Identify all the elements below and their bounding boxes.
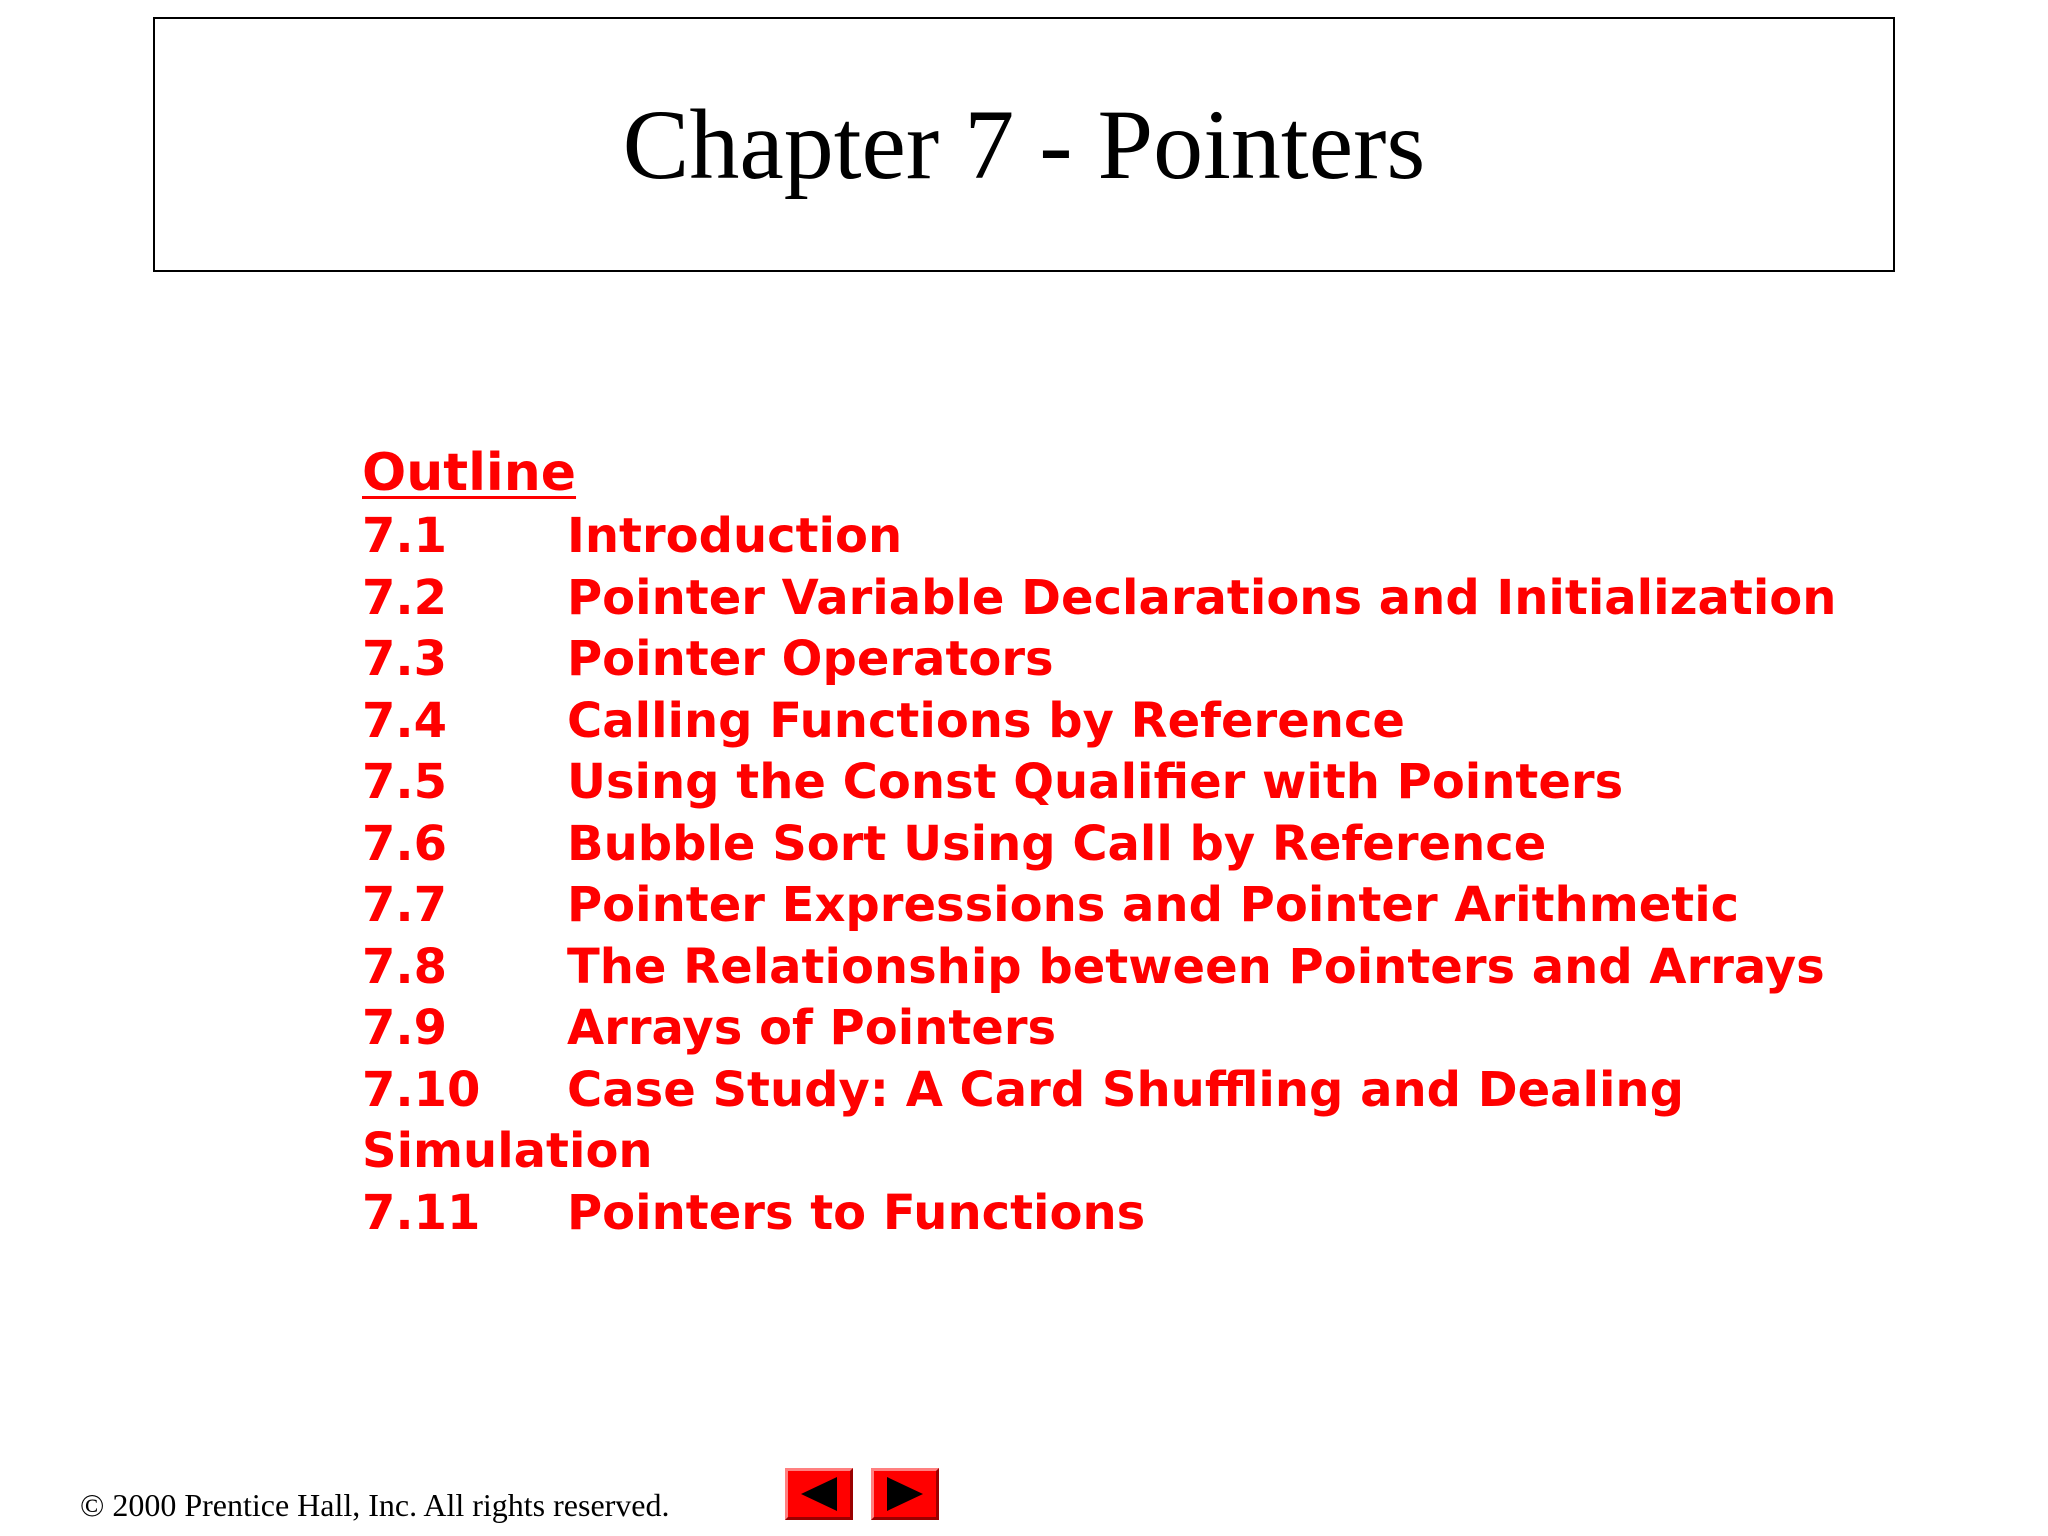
section-title: Case Study: A Card Shuffling and Dealing [567,1061,1684,1118]
section-number: 7.3 [362,631,448,687]
section-title: Calling Functions by Reference [567,692,1405,749]
section-number: 7.10 [362,1061,481,1118]
outline-heading: Outline [362,443,577,503]
outline-item [362,752,1836,814]
outline-item [362,568,1836,630]
section-title: Introduction [567,508,903,564]
copyright-notice [80,1485,670,1525]
copyright-text: 2000 Prentice Hall, Inc. All rights reserved. [112,1487,670,1523]
previous-slide-button[interactable] [785,1468,853,1520]
title-box [153,17,1895,272]
section-number: 7.1 [362,508,448,564]
section-title: Pointer Expressions and Pointer Arithmetic [567,877,1740,933]
outline [362,440,1836,1244]
section-title: The Relationship between Pointers and Arrays [567,938,1825,995]
outline-item [362,506,1836,568]
slide-title: Chapter 7 - Pointers [622,88,1426,200]
outline-item [362,1183,1836,1245]
outline-item [362,875,1836,937]
outline-item [362,814,1836,876]
left-arrow-icon [801,1477,837,1511]
section-number: 7.6 [362,815,448,872]
section-title: Pointer Operators [567,631,1054,687]
section-number: 7.9 [362,1000,448,1056]
section-title-continuation: Simulation [362,1123,653,1179]
outline-item [362,998,1836,1060]
section-number: 7.2 [362,569,448,626]
section-number: 7.7 [362,877,448,933]
section-title: Arrays of Pointers [567,1000,1057,1056]
outline-item [362,937,1836,999]
section-number: 7.11 [362,1184,481,1241]
section-title: Pointer Variable Declarations and Initialization [567,569,1837,626]
section-title: Bubble Sort Using Call by Reference [567,815,1547,872]
section-number: 7.8 [362,938,448,995]
section-number: 7.4 [362,692,448,749]
next-slide-button[interactable] [871,1468,939,1520]
right-arrow-icon [887,1477,923,1511]
copyright-symbol: © [80,1487,105,1523]
section-title: Using the Const Qualifier with Pointers [567,754,1624,810]
section-number: 7.5 [362,754,448,810]
section-title: Pointers to Functions [567,1184,1146,1241]
outline-item [362,629,1836,691]
outline-item [362,1060,1836,1122]
outline-item [362,691,1836,753]
